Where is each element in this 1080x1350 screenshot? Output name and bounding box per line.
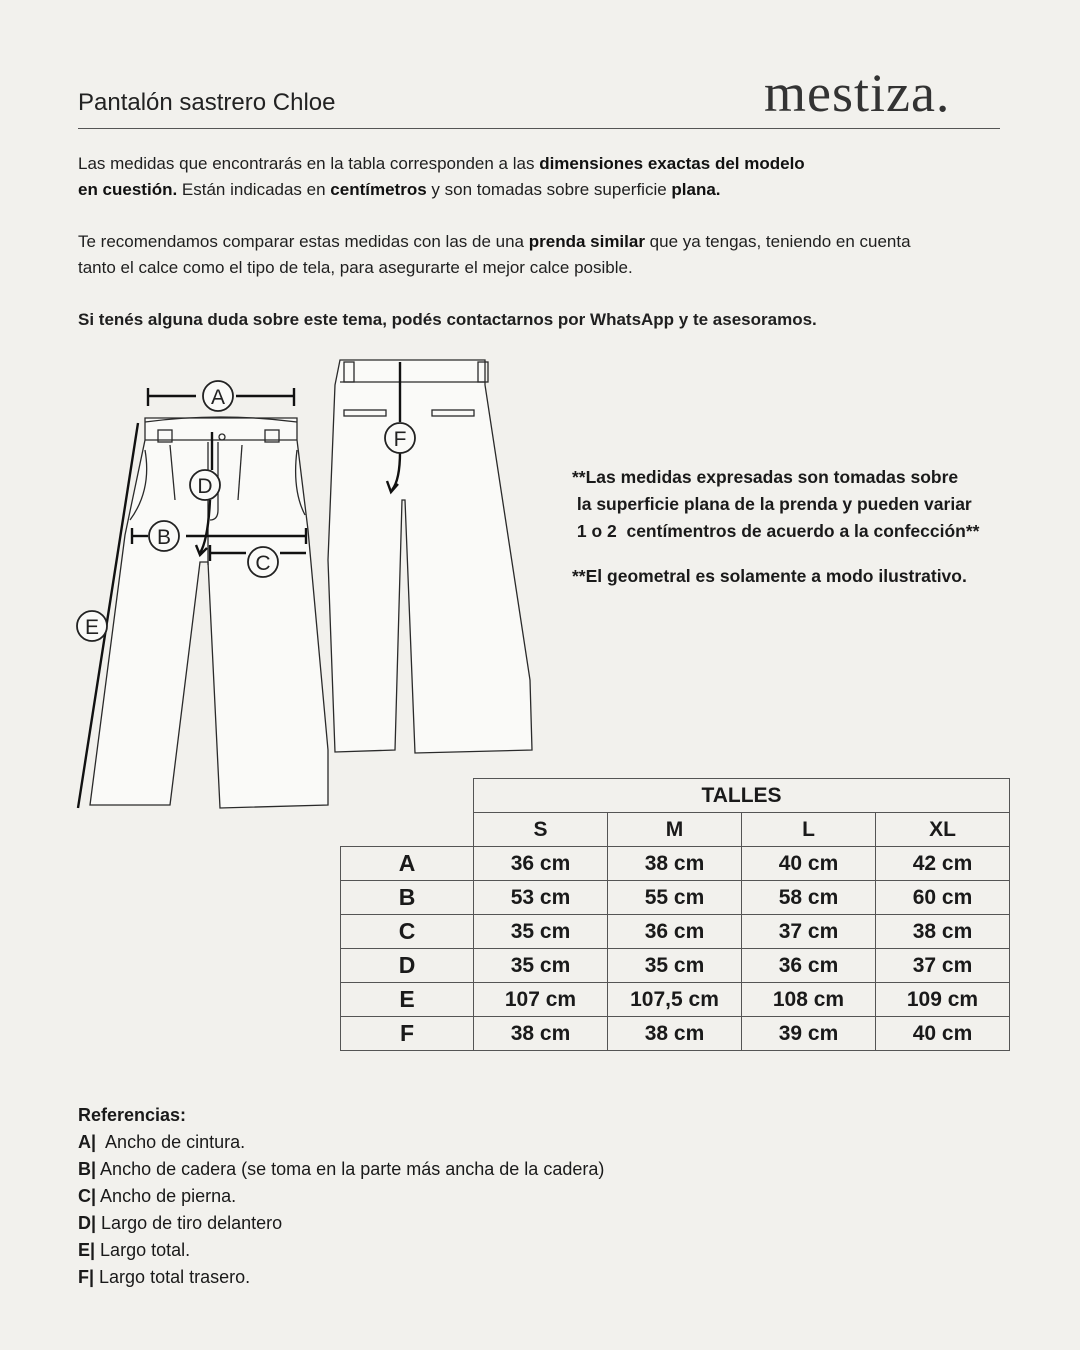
table-row [341,949,1010,983]
text-run: plana. [671,180,721,199]
size-header: M [608,813,742,847]
size-table-caption: TALLES [474,779,1010,813]
corner-cell [341,779,474,813]
reference-key: B| [78,1159,97,1179]
label-d: D [197,475,213,498]
table-row [341,1017,1010,1051]
pants-flat-sketch [60,350,540,820]
page-title: Pantalón sastrero Chloe [78,89,336,116]
intro-paragraph-2 [78,229,911,281]
cell: 39 cm [742,1017,876,1051]
cell: 35 cm [474,915,608,949]
row-label: A [341,847,474,881]
table-row [341,983,1010,1017]
reference-item [78,1264,604,1291]
label-a: A [210,386,226,409]
text-run: prenda similar [528,232,645,251]
intro-paragraph-3: Si tenés alguna duda sobre este tema, podés contactarnos por WhatsApp y te asesoramos. [78,310,817,329]
text-run: Las medidas que encontrarás en la tabla corresponden a las [78,154,540,173]
cell: 36 cm [474,847,608,881]
table-row [341,915,1010,949]
reference-key: C| [78,1186,97,1206]
size-header: XL [876,813,1010,847]
text-run: y son tomadas sobre superficie [426,180,672,199]
cell: 38 cm [876,915,1010,949]
cell: 35 cm [608,949,742,983]
size-header: S [474,813,608,847]
text-run: Te recomendamos comparar estas medidas con las de una [78,232,529,251]
cell: 58 cm [742,881,876,915]
cell: 40 cm [742,847,876,881]
text-run: dimensiones exactas del modelo [539,154,805,173]
size-header: L [742,813,876,847]
cell: 107,5 cm [608,983,742,1017]
cell: 108 cm [742,983,876,1017]
cell: 38 cm [608,847,742,881]
label-e: E [84,616,100,639]
label-f: F [393,428,407,451]
label-b: B [156,526,172,549]
title-divider [78,128,1000,129]
reference-key: A| [78,1132,97,1152]
cell: 37 cm [876,949,1010,983]
text-run: Están indicadas en [177,180,331,199]
intro-paragraph-1 [78,151,805,203]
reference-item [78,1156,604,1183]
corner-cell [341,813,474,847]
row-label: E [341,983,474,1017]
reference-item [78,1129,604,1156]
cell: 36 cm [608,915,742,949]
table-row [341,881,1010,915]
reference-text: Ancho de pierna. [96,1186,237,1206]
cell: 107 cm [474,983,608,1017]
reference-text: Ancho de cadera (se toma en la parte más ancha de la cadera) [96,1159,605,1179]
row-label: F [341,1017,474,1051]
cell: 35 cm [474,949,608,983]
text-run: centímetros [330,180,427,199]
cell: 38 cm [474,1017,608,1051]
cell: 53 cm [474,881,608,915]
reference-key: E| [78,1240,96,1260]
reference-item [78,1183,604,1210]
cell: 109 cm [876,983,1010,1017]
reference-text: Largo total trasero. [94,1267,251,1287]
cell: 55 cm [608,881,742,915]
reference-text: Largo de tiro delantero [96,1213,283,1233]
references [78,1102,604,1291]
row-label: B [341,881,474,915]
cell: 42 cm [876,847,1010,881]
cell: 38 cm [608,1017,742,1051]
cell: 36 cm [742,949,876,983]
label-c: C [255,552,271,575]
reference-item [78,1237,604,1264]
reference-key: D| [78,1213,97,1233]
reference-item [78,1210,604,1237]
cell: 37 cm [742,915,876,949]
cell: 40 cm [876,1017,1010,1051]
text-run: en cuestión. [78,180,178,199]
brand-logo: mestiza. [764,63,951,123]
size-table [340,778,1010,1051]
row-label: D [341,949,474,983]
measurement-note: **Las medidas expresadas son tomadas sobre la superficie plana de la prenda y pueden variar 1 o 2 centímentros de acuerdo a la confección** [572,467,980,541]
cell: 60 cm [876,881,1010,915]
reference-key: F| [78,1267,95,1287]
text-run: que ya tengas, teniendo en cuenta tanto el calce como el tipo de tela, para asegurarte el mejor calce posible. [78,232,911,277]
table-row [341,847,1010,881]
illustration-note: **El geometral es solamente a modo ilustrativo. [572,566,967,586]
row-label: C [341,915,474,949]
reference-text: Largo total. [95,1240,191,1260]
references-title: Referencias: [78,1105,187,1125]
reference-text: Ancho de cintura. [96,1132,246,1152]
